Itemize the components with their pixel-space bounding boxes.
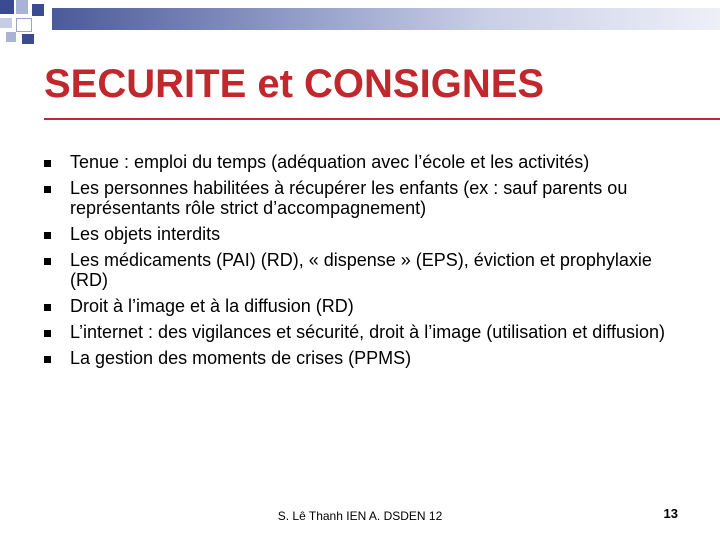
- bullet-item: [44, 348, 674, 368]
- square-bullet-icon: [44, 258, 51, 265]
- bullet-item: [44, 250, 674, 290]
- bullet-text: Tenue : emploi du temps (adéquation avec l’école et les activités): [70, 152, 590, 172]
- square-bullet-icon: [44, 330, 51, 337]
- title-underline: [44, 118, 720, 120]
- bullet-text: La gestion des moments de crises (PPMS): [70, 348, 412, 368]
- square-bullet-icon: [44, 304, 51, 311]
- bullet-item: [44, 178, 674, 218]
- bullet-item: [44, 152, 674, 172]
- square-bullet-icon: [44, 232, 51, 239]
- square-bullet-icon: [44, 186, 51, 193]
- square-bullet-icon: [44, 356, 51, 363]
- bullet-text: Les personnes habilitées à récupérer les enfants (ex : sauf parents ou représentants rôle strict d’accompagnement): [70, 178, 628, 218]
- bullet-text: Droit à l’image et à la diffusion (RD): [70, 296, 354, 316]
- bullet-item: [44, 322, 674, 342]
- bullet-text: Les objets interdits: [70, 224, 221, 244]
- decor-square: [0, 0, 14, 14]
- square-bullet-icon: [44, 160, 51, 167]
- slide-title: SECURITE et CONSIGNES: [44, 62, 545, 106]
- header-decoration: [0, 0, 720, 50]
- decor-square: [32, 4, 44, 16]
- bullet-item: [44, 224, 674, 244]
- header-gradient-bar: [52, 8, 720, 30]
- decor-square: [16, 0, 28, 14]
- footer-author: S. Lê Thanh IEN A. DSDEN 12: [277, 509, 443, 523]
- decor-square: [16, 18, 32, 32]
- bullet-text: L’internet : des vigilances et sécurité, droit à l’image (utilisation et diffusion): [70, 322, 665, 342]
- bullet-item: [44, 296, 674, 316]
- bullet-text: Les médicaments (PAI) (RD), « dispense » (EPS), éviction et prophylaxie (RD): [70, 250, 652, 290]
- decor-square: [0, 18, 12, 28]
- decor-square: [6, 32, 16, 42]
- page-number: 13: [663, 506, 678, 521]
- bullet-list: [44, 152, 674, 368]
- decor-square: [22, 34, 34, 44]
